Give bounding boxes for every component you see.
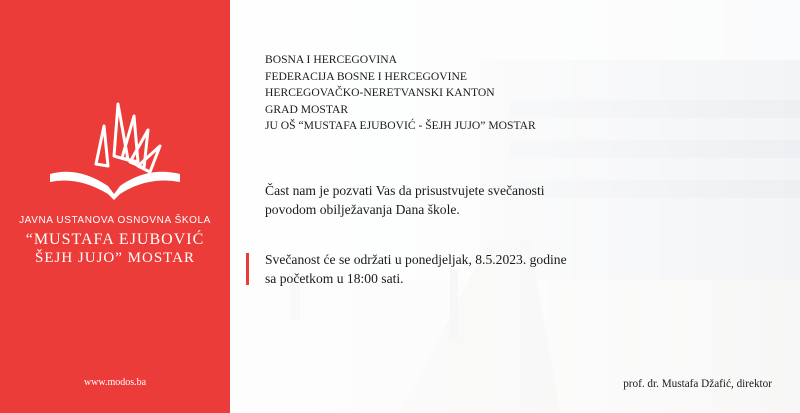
institution-header	[265, 52, 536, 135]
invitation-line: povodom obilježavanja Dana škole.	[265, 201, 460, 217]
signature: prof. dr. Mustafa Džafić, direktor	[623, 378, 772, 390]
school-name-line3: ŠEJH JUJO” MOSTAR	[35, 250, 195, 266]
open-book-logo-icon	[44, 96, 186, 204]
header-line-federation: FEDERACIJA BOSNE I HERCEGOVINE	[265, 69, 467, 83]
school-name-line1: JAVNA USTANOVA OSNOVNA ŠKOLA	[19, 215, 211, 226]
header-line-country: BOSNA I HERCEGOVINA	[265, 53, 398, 66]
event-details	[265, 251, 567, 288]
header-line-canton: HERCEGOVAČKO-NERETVANSKI KANTON	[265, 86, 495, 99]
event-line: Svečanost će se održati u ponedjeljak, 8.5.2023. godine	[265, 252, 567, 267]
header-line-school: JU OŠ “MUSTAFA EJUBOVIĆ - ŠEJH JUJO” MOSTAR	[265, 119, 536, 132]
brand-panel	[0, 0, 230, 413]
invitation-line: Čast nam je pozvati Vas da prisustvujete svečanosti	[265, 183, 545, 198]
website-link[interactable]: www.modos.ba	[83, 377, 147, 388]
event-line: sa početkom u 18:00 sati.	[265, 270, 404, 286]
school-name-line2: “MUSTAFA EJUBOVIĆ	[25, 231, 205, 248]
invitation-text	[265, 182, 545, 219]
header-line-city: GRAD MOSTAR	[265, 102, 349, 116]
school-name	[0, 214, 230, 267]
accent-bar	[246, 253, 249, 285]
